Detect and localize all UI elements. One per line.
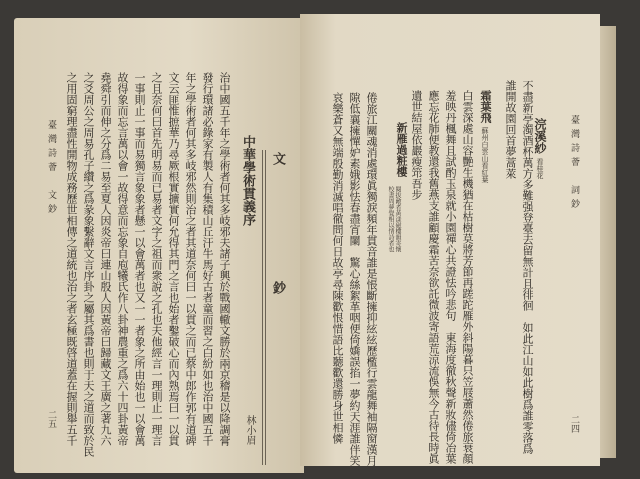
essay-title: 中華學術貫義序 bbox=[240, 135, 255, 226]
poem2-title: 霜葉飛 bbox=[479, 90, 492, 123]
page-header: 臺灣詩薈 詞鈔 bbox=[569, 115, 579, 213]
poem3-title: 新雁過粧樓 bbox=[395, 122, 408, 177]
text-column: 誰開故園回首夢蒿萊 bbox=[504, 80, 517, 179]
text-column: 遺世結屋依巖瘦筇吾步 bbox=[410, 90, 423, 200]
text-column: 之爻周公之周易孔子纘之爲彖象繫辭文言序卦之屬其爲書也則于天之道而致於民 bbox=[82, 72, 95, 457]
poem2-body bbox=[408, 90, 476, 464]
text-column: 文云匪惟摭華乃尋厥根實擴實何允得其門之言也始者鑿破心而內熟焉曰一以貫 bbox=[167, 72, 180, 446]
text-column: 一事則止一事而易獨言象象者懸一以會萬者也又一一者象之所由始也一以會萬 bbox=[133, 72, 146, 446]
essay-author: 林小眉 bbox=[244, 415, 255, 445]
text-column: 年之學術者何其多岐邪然則治之者其道奈何曰一以貫之而已蔡中郎作郭有道碑 bbox=[184, 72, 197, 446]
poem1-subtitle: 看桂花 bbox=[536, 158, 544, 179]
text-column: 故得象而忘言萬以會一故得意而忘象自庖犧氏作八卦神農重之爲六十四卦黃帝 bbox=[116, 72, 129, 446]
poem1-body bbox=[502, 80, 536, 454]
text-column: 不盡新亭濁酒杯萬方多難强登臺去留無計且徘徊 如此江山如此樹爲誰零落爲 bbox=[521, 80, 534, 454]
page-number: 二四 bbox=[569, 415, 579, 433]
text-column: 羞映丹楓舞且試酌玉泉就小園禪心共證怯吟悲句 東海度徹秋聲新妝儘倚冶葉 bbox=[444, 90, 457, 464]
poem3-body bbox=[329, 92, 380, 466]
text-column: 之用固窮理盡性開物成務歷世相傳之道統也治之者玄極既啓道蓋在握則舉五千 bbox=[65, 72, 78, 446]
text-column: 哀樂蒼又無端殷勤消滅唱徹問何日故亭尋陳歡恨惜語比聽歡還勝身世相憐 bbox=[331, 92, 344, 444]
text-column: 堯舜引而伸之分爲二易至夏人因炎帝曰連山殷人因黃帝曰歸藏文王廣之著九六 bbox=[99, 72, 112, 446]
text-column: 治中國五千年之學術者何其多岐邪夫諸子興於戰國轍文勝於兩京稽是以降調膏 bbox=[218, 72, 231, 446]
poem3-subtitle: 校書周夢覺相以情詩者也 bbox=[387, 186, 394, 252]
poem1-title: 浣溪紗 bbox=[533, 118, 547, 154]
page-number: 二五 bbox=[46, 410, 56, 428]
text-column: 倦旅江關魂消處環眞獨淚頻年貫音誰是悵斷擁抑絃絃歷檻行雲龍舞袖隔窗漢月 bbox=[365, 92, 378, 466]
essay-body bbox=[63, 72, 233, 457]
text-column: 應忘花肺便教還我舊燕支誰顧慶霜苦奈欲託微波寄語荒涼流俁無今古待長時眞 bbox=[427, 90, 440, 464]
page-header: 臺灣詩薈 文鈔 bbox=[46, 120, 56, 218]
poem3-subtitle: 閱拔敵者黃漾磁樓韻寄懷 bbox=[394, 186, 401, 252]
section-label: 文 鈔 bbox=[270, 152, 285, 324]
poem2-subtitle: 蘇州白雲山看紅葉 bbox=[481, 127, 489, 183]
text-column: 之且奈何曰首先明易而已易者文字之祖而衆說之孔也夫他經言一理則止一理言 bbox=[150, 72, 163, 446]
text-column: 隙低襄擁憚妒素娥影怯春盡宵闌 驚心絲絮革咽便倚嬌誤掐一夢約天涯誰伴笑 bbox=[348, 92, 361, 466]
section-rule bbox=[262, 150, 266, 465]
text-column: 白雲深處山容艷生機猶在枯樹莫將芳節再蹉跎雁外斜陽暮只笠屐蕭然倦旅衰顏 bbox=[461, 90, 474, 464]
text-column: 發行環諸必錄家有製人有集積山丘汗牛馬好古者童而習之白紛如也治中國五千 bbox=[201, 72, 214, 446]
